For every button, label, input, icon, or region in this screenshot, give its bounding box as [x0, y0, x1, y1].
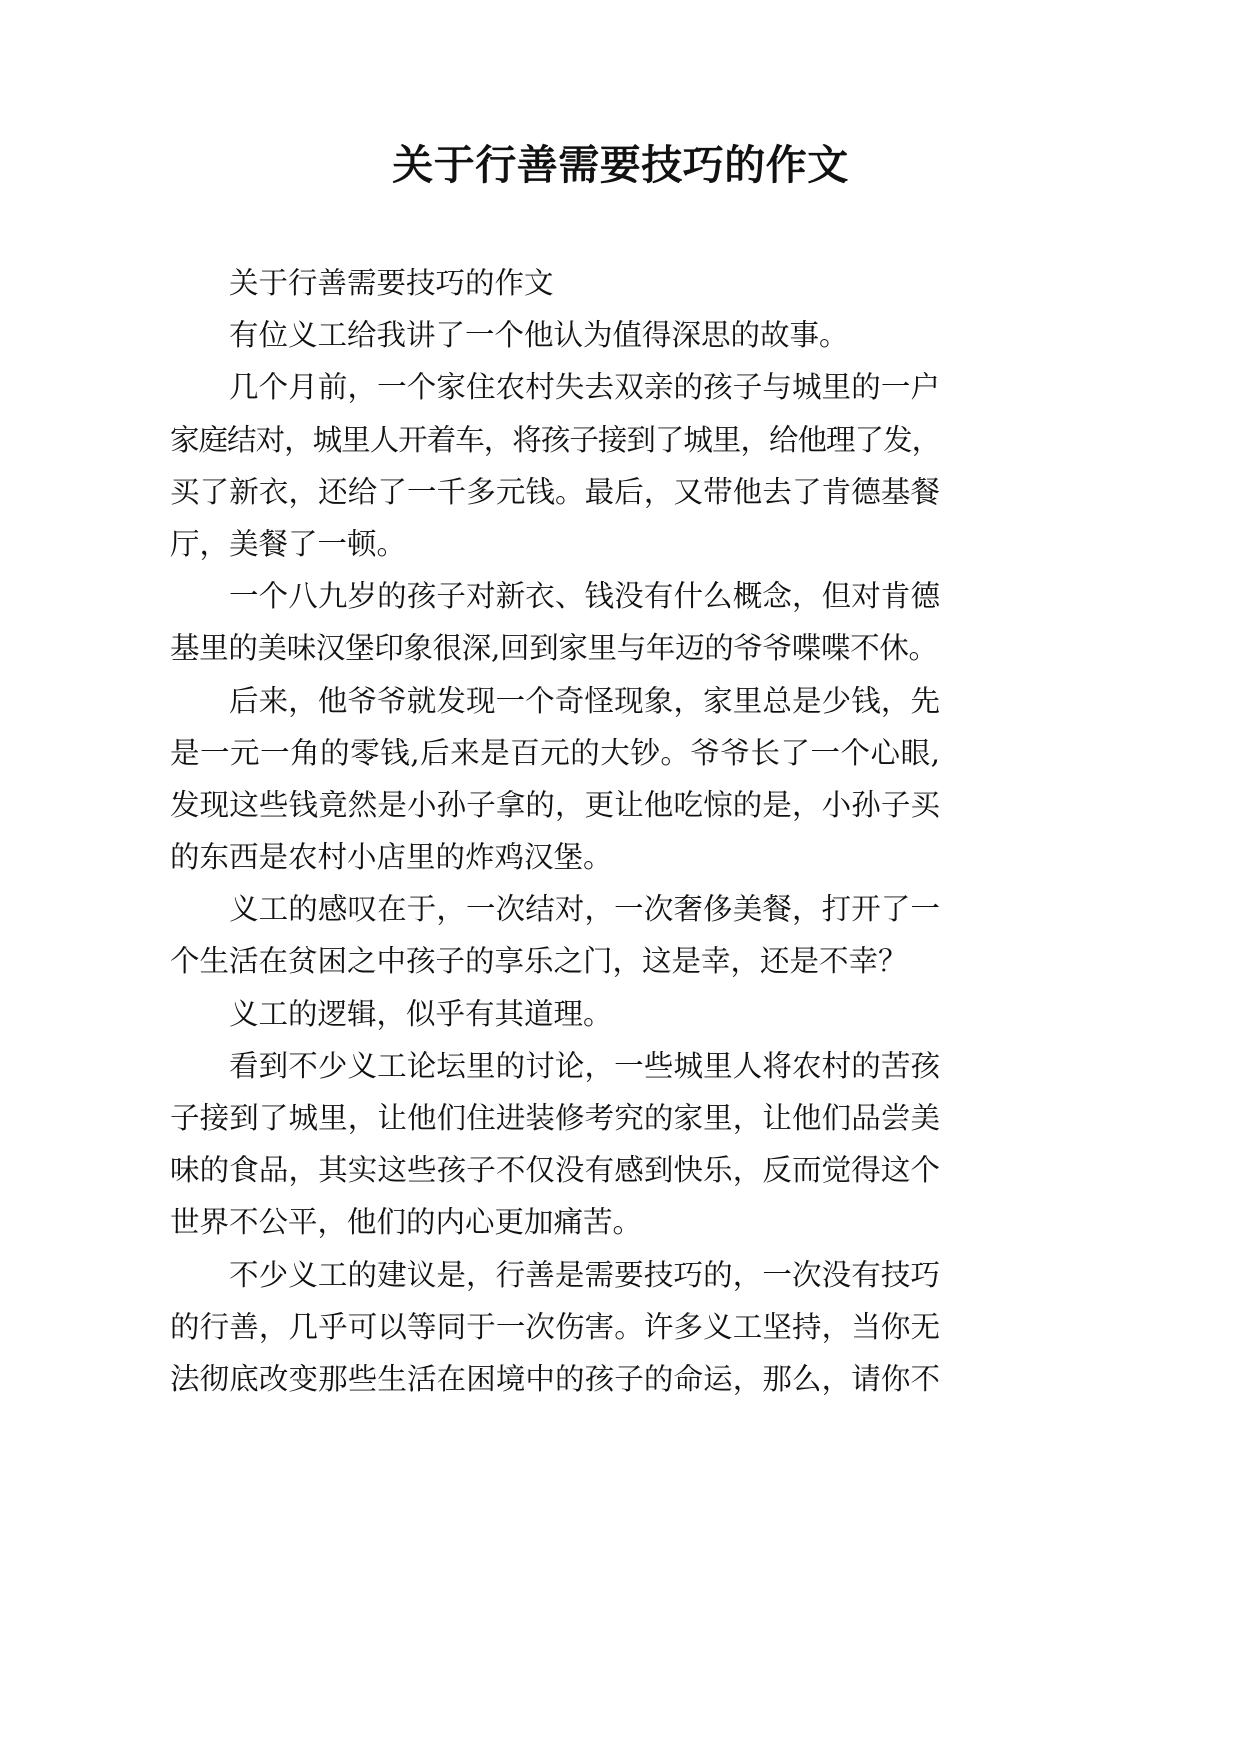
paragraph-line: 味的食品，其实这些孩子不仅没有感到快乐，反而觉得这个 [170, 1153, 940, 1188]
paragraph-line: 个生活在贫困之中孩子的享乐之门，这是幸，还是不幸？ [170, 944, 908, 979]
paragraph-line: 看到不少义工论坛里的讨论，一些城里人将农村的苦孩 [229, 1048, 940, 1083]
paragraph-line: 关于行善需要技巧的作文 [229, 266, 554, 300]
paragraph-line: 世界不公平，他们的内心更加痛苦。 [170, 1205, 643, 1240]
paragraph-line: 后来，他爷爷就发现一个奇怪现象，家里总是少钱，先 [229, 683, 940, 718]
paragraph-line: 法彻底改变那些生活在困境中的孩子的命运，那么，请你不 [170, 1361, 940, 1396]
paragraph-line: 不少义工的建议是，行善是需要技巧的，一次没有技巧 [229, 1257, 940, 1292]
paragraph-line: 一个八九岁的孩子对新衣、钱没有什么概念，但对肯德 [229, 579, 940, 614]
paragraph-line: 厅，美餐了一顿。 [170, 526, 407, 561]
paragraph [170, 309, 940, 361]
paragraph [170, 1249, 940, 1406]
paragraph [170, 1040, 940, 1249]
paragraph-line: 义工的感叹在于，一次结对，一次奢侈美餐，打开了一 [229, 892, 940, 927]
paragraph-line: 的东西是农村小店里的炸鸡汉堡。 [170, 840, 613, 875]
paragraph [170, 570, 940, 674]
paragraph [170, 361, 940, 570]
paragraph-line: 基里的美味汉堡印象很深,回到家里与年迈的爷爷喋喋不休。 [170, 631, 938, 666]
paragraph-line: 有位义工给我讲了一个他认为值得深思的故事。 [229, 318, 849, 353]
paragraph [170, 675, 940, 884]
document-title: 关于行善需要技巧的作文 [392, 141, 849, 189]
document-body [170, 257, 940, 1405]
paragraph-line: 是一元一角的零钱,后来是百元的大钞。爷爷长了一个心眼, [170, 735, 940, 770]
paragraph [170, 988, 940, 1040]
paragraph-line: 的行善，几乎可以等同于一次伤害。许多义工坚持，当你无 [170, 1309, 940, 1344]
paragraph-line: 几个月前，一个家住农村失去双亲的孩子与城里的一户 [229, 370, 940, 405]
paragraph-line: 发现这些钱竟然是小孙子拿的，更让他吃惊的是，小孙子买 [170, 787, 940, 822]
paragraph-line: 买了新衣，还给了一千多元钱。最后，又带他去了肯德基餐 [170, 474, 940, 509]
paragraph-line: 义工的逻辑，似乎有其道理。 [229, 996, 613, 1031]
paragraph [170, 883, 940, 987]
paragraph-line: 子接到了城里，让他们住进装修考究的家里，让他们品尝美 [170, 1101, 940, 1135]
paragraph [170, 257, 940, 309]
paragraph-line: 家庭结对，城里人开着车，将孩子接到了城里，给他理了发， [170, 422, 940, 457]
